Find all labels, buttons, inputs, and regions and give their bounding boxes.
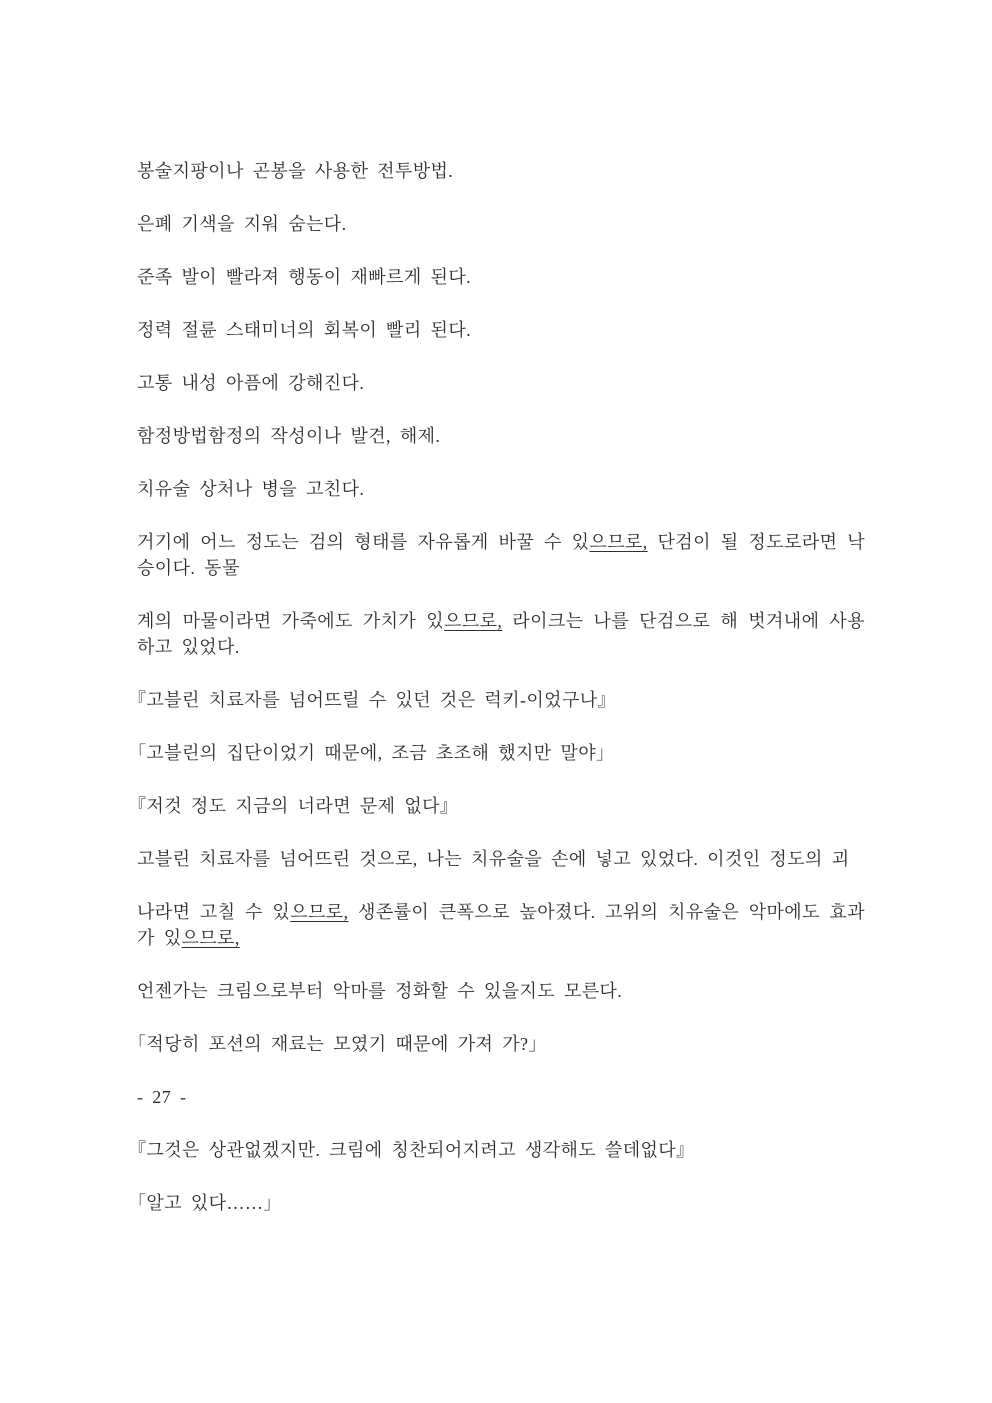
text-run: 「적당히 포션의 재료는 모였기 때문에 가져 가?」 (128, 1034, 547, 1054)
underlined-text-run: 으므로, (589, 532, 648, 552)
text-run: 『저것 정도 지금의 너라면 문제 없다』 (128, 796, 459, 816)
text-run: 치유술 상처나 병을 고친다. (137, 479, 365, 499)
text-run: 「고블린의 집단이었기 때문에, 조금 초조해 했지만 말야」 (128, 743, 615, 763)
paragraph (137, 529, 865, 581)
text-run: 『그것은 상관없겠지만. 크림에 칭찬되어지려고 생각해도 쓸데없다』 (128, 1140, 695, 1160)
paragraph (128, 793, 865, 819)
text-run: 언젠가는 크림으로부터 악마를 정화할 수 있을지도 모른다. (137, 981, 623, 1001)
paragraph (137, 317, 865, 343)
paragraph (137, 846, 865, 872)
paragraph (137, 211, 865, 237)
paragraph (128, 1031, 865, 1057)
paragraph (137, 899, 865, 951)
text-run: 거기에 어느 정도는 검의 형태를 자유롭게 바꿀 수 있 (137, 532, 590, 552)
text-run: - 27 - (137, 1087, 187, 1107)
text-run: 단검이 될 정도로라면 낙승이다. 동물 (137, 532, 865, 578)
paragraph (137, 608, 865, 660)
text-run: 고통 내성 아픔에 강해진다. (137, 373, 365, 393)
paragraph (137, 476, 865, 502)
text-run: 「알고 있다……」 (128, 1193, 282, 1213)
text-run: 봉술지팡이나 곤봉을 사용한 전투방법. (137, 161, 454, 181)
paragraph (137, 158, 865, 184)
underlined-text-run: 으므로, (181, 928, 240, 948)
text-run: 고블린 치료자를 넘어뜨린 것으로, 나는 치유술을 손에 넣고 있었다. 이것인 정도의 괴 (137, 849, 850, 869)
text-run: 생존률이 큰폭으로 높아졌다. 고위의 치유술은 악마에도 효과가 있 (137, 902, 865, 948)
paragraph (137, 264, 865, 290)
text-run: 정력 절륜 스태미너의 회복이 빨리 된다. (137, 320, 472, 340)
paragraph (128, 740, 865, 766)
text-run: 나라면 고칠 수 있 (137, 902, 291, 922)
underlined-text-run: 으므로, (444, 611, 503, 631)
text-run: 은폐 기색을 지워 숨는다. (137, 214, 347, 234)
paragraph (128, 1137, 865, 1163)
page-number (137, 1084, 865, 1110)
text-run: 계의 마물이라면 가죽에도 가치가 있 (137, 611, 445, 631)
text-run: 『고블린 치료자를 넘어뜨릴 수 있던 것은 럭키-이었구나』 (128, 690, 616, 710)
paragraph (128, 687, 865, 713)
paragraph (137, 370, 865, 396)
paragraph (137, 423, 865, 449)
underlined-text-run: 으므로, (290, 902, 349, 922)
paragraph (137, 978, 865, 1004)
text-run: 준족 발이 빨라져 행동이 재빠르게 된다. (137, 267, 472, 287)
document-page (128, 158, 866, 1243)
text-run: 함정방법함정의 작성이나 발견, 해제. (137, 426, 441, 446)
text-run: 라이크는 나를 단검으로 해 벗겨내에 사용하고 있었다. (137, 611, 866, 657)
paragraph (128, 1190, 865, 1216)
